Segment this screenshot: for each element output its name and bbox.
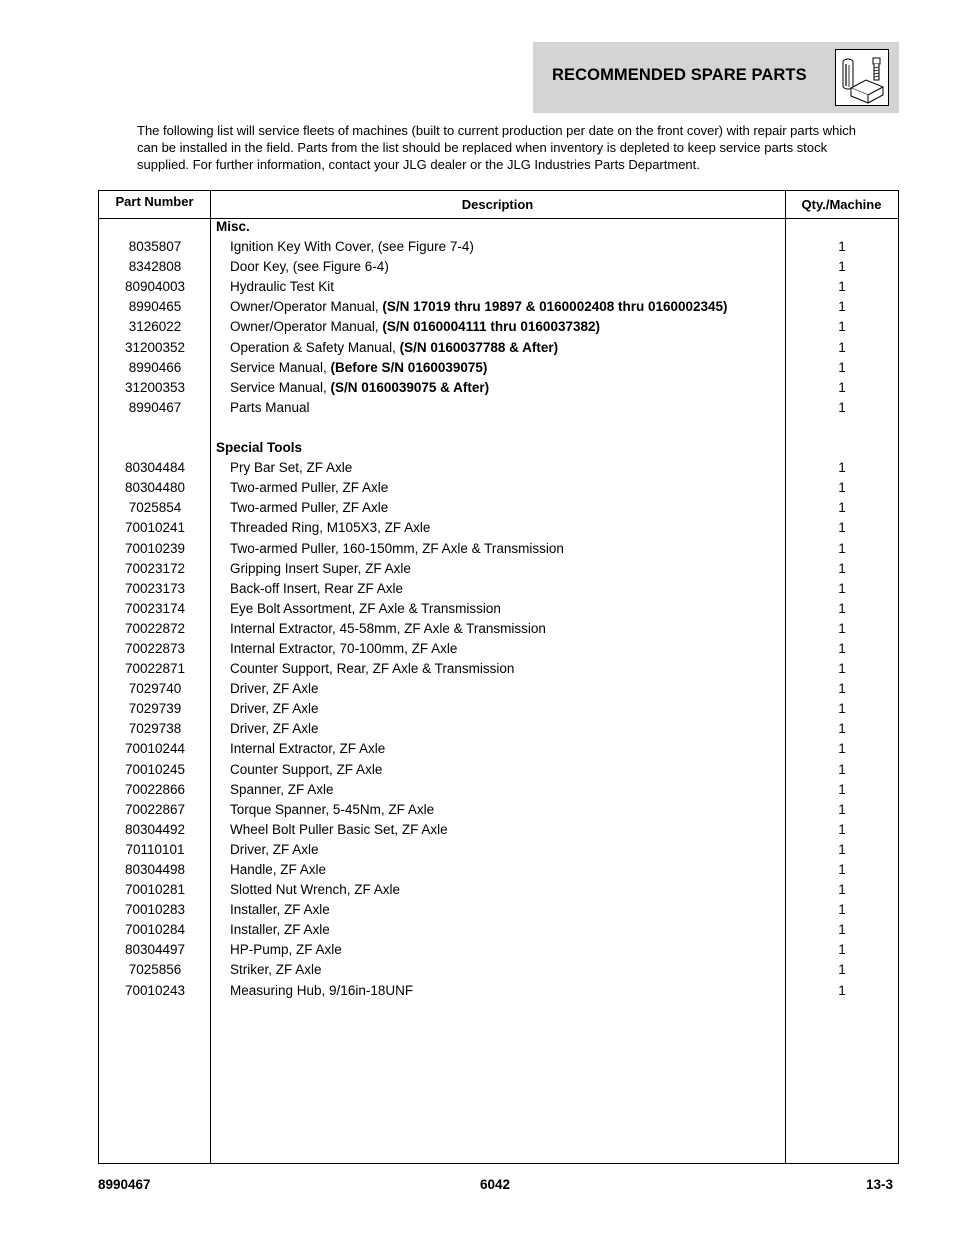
part-number-cell: 7029740 bbox=[128, 681, 182, 697]
description-cell bbox=[230, 721, 319, 736]
description-cell bbox=[230, 259, 389, 274]
description-cell bbox=[230, 641, 457, 656]
description-cell bbox=[230, 802, 434, 817]
serial-range-text: (S/N 0160004111 thru 0160037382) bbox=[382, 319, 600, 335]
footer-page-number: 13-3 bbox=[866, 1177, 894, 1192]
part-number-cell: 70010281 bbox=[124, 882, 186, 898]
description-text: Driver, ZF Axle bbox=[230, 681, 319, 697]
description-text: Driver, ZF Axle bbox=[230, 721, 319, 737]
table-row bbox=[99, 458, 898, 478]
description-text: Driver, ZF Axle bbox=[230, 841, 319, 857]
description-text: Two-armed Puller, 160-150mm, ZF Axle & Transmission bbox=[230, 540, 564, 556]
part-number-cell: 31200353 bbox=[124, 379, 186, 395]
table-row bbox=[99, 599, 898, 619]
description-text: Measuring Hub, 9/16in-18UNF bbox=[230, 982, 414, 998]
qty-cell: 1 bbox=[838, 801, 846, 817]
description-text: Spanner, ZF Axle bbox=[230, 781, 334, 797]
qty-cell: 1 bbox=[838, 460, 846, 476]
description-text: Installer, ZF Axle bbox=[230, 902, 330, 918]
serial-range-text: (S/N 0160037788 & After) bbox=[399, 339, 559, 355]
part-number-cell: 70023174 bbox=[124, 600, 186, 616]
description-text: Wheel Bolt Puller Basic Set, ZF Axle bbox=[230, 821, 448, 837]
part-number-cell: 31200352 bbox=[124, 339, 186, 355]
qty-cell: 1 bbox=[838, 922, 846, 938]
description-text: Service Manual, bbox=[230, 359, 331, 375]
table-row bbox=[99, 619, 898, 639]
spare-parts-table bbox=[98, 190, 899, 1164]
part-number-cell: 7025854 bbox=[128, 500, 182, 516]
description-text: Torque Spanner, 5-45Nm, ZF Axle bbox=[230, 801, 435, 817]
description-text: Parts Manual bbox=[230, 399, 310, 415]
description-cell bbox=[230, 561, 411, 576]
description-text: Pry Bar Set, ZF Axle bbox=[230, 460, 353, 476]
qty-cell: 1 bbox=[838, 701, 846, 717]
table-row bbox=[99, 498, 898, 518]
section-header bbox=[533, 42, 899, 113]
part-number-cell: 70010283 bbox=[124, 902, 186, 918]
table-row bbox=[99, 940, 898, 960]
description-text: Door Key, (see Figure 6-4) bbox=[230, 259, 389, 275]
part-number-cell: 70022872 bbox=[124, 620, 186, 636]
part-number-cell: 8035807 bbox=[128, 239, 182, 255]
description-text: Counter Support, Rear, ZF Axle & Transmission bbox=[230, 661, 515, 677]
description-cell bbox=[230, 782, 334, 797]
description-cell bbox=[230, 822, 448, 837]
column-header-qty: Qty./Machine bbox=[801, 197, 882, 212]
part-number-cell: 70010284 bbox=[124, 922, 186, 938]
qty-cell: 1 bbox=[838, 781, 846, 797]
qty-cell: 1 bbox=[838, 942, 846, 958]
table-row bbox=[99, 579, 898, 599]
description-cell bbox=[230, 862, 326, 877]
table-row bbox=[99, 840, 898, 860]
part-number-cell: 80304497 bbox=[124, 942, 186, 958]
table-row bbox=[99, 338, 898, 358]
description-cell bbox=[230, 762, 382, 777]
description-text: Owner/Operator Manual, bbox=[230, 299, 383, 315]
description-text: Operation & Safety Manual, bbox=[230, 339, 400, 355]
description-cell bbox=[230, 942, 342, 957]
qty-cell: 1 bbox=[838, 681, 846, 697]
table-row bbox=[99, 518, 898, 538]
intro-paragraph: The following list will service fleets of machines (built to current production per date on the front cover) with repair parts which can be installed in the field. Parts from the list should be replaced when inventory is depleted to keep service parts stock supplied. For further information, contact your JLG dealer or the JLG Industries Parts Department. bbox=[137, 123, 856, 172]
part-number-cell: 70110101 bbox=[125, 841, 185, 857]
description-cell bbox=[230, 621, 546, 636]
description-cell bbox=[230, 983, 413, 998]
description-text: Owner/Operator Manual, bbox=[230, 319, 383, 335]
table-row bbox=[99, 539, 898, 559]
description-text: Ignition Key With Cover, (see Figure 7-4) bbox=[230, 239, 474, 255]
part-number-cell: 8342808 bbox=[128, 259, 182, 275]
description-text: Back-off Insert, Rear ZF Axle bbox=[230, 580, 404, 596]
description-text: Counter Support, ZF Axle bbox=[230, 761, 383, 777]
part-number-cell: 70010241 bbox=[124, 520, 186, 536]
qty-cell: 1 bbox=[838, 761, 846, 777]
qty-cell: 1 bbox=[838, 379, 846, 395]
part-number-cell: 8990465 bbox=[128, 299, 182, 315]
part-number-cell: 3126022 bbox=[128, 319, 182, 335]
qty-cell: 1 bbox=[838, 841, 846, 857]
serial-range-text: (Before S/N 0160039075) bbox=[330, 359, 488, 375]
description-text: Eye Bolt Assortment, ZF Axle & Transmission bbox=[230, 600, 501, 616]
description-cell bbox=[230, 520, 430, 535]
footer-model: 6042 bbox=[480, 1177, 511, 1192]
part-number-cell: 70023172 bbox=[124, 560, 186, 576]
description-cell bbox=[230, 541, 564, 556]
description-text: HP-Pump, ZF Axle bbox=[230, 942, 342, 958]
table-row bbox=[99, 699, 898, 719]
description-cell bbox=[230, 400, 310, 415]
part-number-cell: 8990467 bbox=[128, 399, 182, 415]
table-row bbox=[99, 860, 898, 880]
part-number-cell: 7029739 bbox=[128, 701, 182, 717]
table-row bbox=[99, 780, 898, 800]
part-number-cell: 80304484 bbox=[124, 460, 186, 476]
qty-cell: 1 bbox=[838, 982, 846, 998]
part-number-cell: 80304480 bbox=[124, 480, 186, 496]
qty-cell: 1 bbox=[838, 620, 846, 636]
qty-cell: 1 bbox=[838, 962, 846, 978]
table-row bbox=[99, 277, 898, 297]
table-row bbox=[99, 800, 898, 820]
description-cell bbox=[230, 279, 334, 294]
table-row bbox=[99, 981, 898, 1001]
qty-cell: 1 bbox=[838, 259, 846, 275]
description-text: Hydraulic Test Kit bbox=[230, 279, 335, 295]
table-row bbox=[99, 438, 898, 458]
footer-manual-number: 8990467 bbox=[98, 1177, 151, 1192]
table-row bbox=[99, 880, 898, 900]
table-row bbox=[99, 760, 898, 780]
table-row bbox=[99, 418, 898, 438]
part-number-cell: 70010239 bbox=[124, 540, 186, 556]
qty-cell: 1 bbox=[838, 359, 846, 375]
spare-parts-icon bbox=[835, 49, 889, 106]
description-text: Slotted Nut Wrench, ZF Axle bbox=[230, 882, 401, 898]
description-text: Threaded Ring, M105X3, ZF Axle bbox=[230, 520, 431, 536]
qty-cell: 1 bbox=[838, 661, 846, 677]
description-cell bbox=[230, 741, 385, 756]
table-row bbox=[99, 217, 898, 237]
description-cell bbox=[230, 601, 501, 616]
qty-cell: 1 bbox=[838, 500, 846, 516]
qty-cell: 1 bbox=[838, 480, 846, 496]
section-heading: Special Tools bbox=[216, 440, 303, 456]
table-row bbox=[99, 478, 898, 498]
table-row bbox=[99, 317, 898, 337]
description-cell bbox=[230, 460, 352, 475]
column-header-part-number: Part Number bbox=[115, 194, 194, 209]
part-number-cell: 80304498 bbox=[124, 862, 186, 877]
part-number-cell: 70010243 bbox=[124, 982, 186, 998]
part-number-cell: 7029738 bbox=[128, 721, 182, 737]
table-row bbox=[99, 378, 898, 398]
part-number-cell: 80904003 bbox=[124, 279, 186, 295]
description-text: Handle, ZF Axle bbox=[230, 862, 327, 877]
part-number-cell: 70022873 bbox=[124, 640, 186, 656]
qty-cell: 1 bbox=[838, 319, 846, 335]
description-text: Two-armed Puller, ZF Axle bbox=[230, 500, 389, 516]
description-text: Installer, ZF Axle bbox=[230, 922, 330, 938]
description-cell bbox=[230, 922, 330, 937]
description-text: Internal Extractor, 70-100mm, ZF Axle bbox=[230, 640, 458, 656]
table-row bbox=[99, 679, 898, 699]
part-number-cell: 8990466 bbox=[128, 359, 182, 375]
qty-cell: 1 bbox=[838, 339, 846, 355]
serial-range-text: (S/N 0160039075 & After) bbox=[330, 379, 490, 395]
qty-cell: 1 bbox=[838, 600, 846, 616]
description-cell bbox=[230, 500, 388, 515]
column-header-description: Description bbox=[461, 197, 534, 212]
part-number-cell: 7025856 bbox=[128, 962, 182, 978]
description-cell bbox=[230, 902, 330, 917]
description-cell bbox=[230, 882, 400, 897]
qty-cell: 1 bbox=[838, 882, 846, 898]
part-number-cell: 70022867 bbox=[124, 801, 186, 817]
qty-cell: 1 bbox=[838, 299, 846, 315]
description-cell bbox=[230, 581, 403, 596]
description-text: Driver, ZF Axle bbox=[230, 701, 319, 717]
table-row bbox=[99, 719, 898, 739]
table-row bbox=[99, 297, 898, 317]
table-row bbox=[99, 237, 898, 257]
table-row bbox=[99, 659, 898, 679]
description-cell bbox=[230, 239, 474, 254]
part-number-cell: 80304492 bbox=[124, 821, 186, 837]
qty-cell: 1 bbox=[838, 520, 846, 536]
qty-cell: 1 bbox=[838, 721, 846, 737]
serial-range-text: (S/N 17019 thru 19897 & 0160002408 thru 0160002345) bbox=[382, 299, 728, 315]
part-number-cell: 70010245 bbox=[124, 761, 186, 777]
description-cell bbox=[230, 299, 728, 314]
qty-cell: 1 bbox=[838, 580, 846, 596]
description-cell bbox=[230, 842, 319, 857]
qty-cell: 1 bbox=[838, 741, 846, 757]
part-number-cell: 70022866 bbox=[124, 781, 186, 797]
qty-cell: 1 bbox=[838, 560, 846, 576]
qty-cell: 1 bbox=[838, 902, 846, 918]
table-row bbox=[99, 559, 898, 579]
description-cell bbox=[230, 701, 319, 716]
description-cell bbox=[230, 480, 388, 495]
section-title: RECOMMENDED SPARE PARTS bbox=[552, 66, 807, 84]
qty-cell: 1 bbox=[838, 821, 846, 837]
part-number-cell: 70022871 bbox=[124, 661, 186, 677]
table-row bbox=[99, 820, 898, 840]
qty-cell: 1 bbox=[838, 239, 846, 255]
description-text: Gripping Insert Super, ZF Axle bbox=[230, 560, 411, 576]
table-row bbox=[99, 639, 898, 659]
description-cell bbox=[230, 340, 558, 355]
description-cell bbox=[230, 962, 322, 977]
qty-cell: 1 bbox=[838, 862, 846, 877]
part-number-cell: 70023173 bbox=[124, 580, 186, 596]
description-cell bbox=[230, 661, 514, 676]
qty-cell: 1 bbox=[838, 279, 846, 295]
table-row bbox=[99, 739, 898, 759]
description-text: Service Manual, bbox=[230, 379, 331, 395]
table-row bbox=[99, 900, 898, 920]
description-text: Internal Extractor, ZF Axle bbox=[230, 741, 386, 757]
description-text: Striker, ZF Axle bbox=[230, 962, 322, 978]
table-row bbox=[99, 358, 898, 378]
section-heading: Misc. bbox=[216, 219, 250, 234]
qty-cell: 1 bbox=[838, 399, 846, 415]
description-text: Internal Extractor, 45-58mm, ZF Axle & Transmission bbox=[230, 620, 546, 636]
table-row bbox=[99, 257, 898, 277]
qty-cell: 1 bbox=[838, 640, 846, 656]
table-row bbox=[99, 920, 898, 940]
description-cell bbox=[230, 681, 319, 696]
description-cell bbox=[230, 319, 600, 334]
description-text: Two-armed Puller, ZF Axle bbox=[230, 480, 389, 496]
description-cell bbox=[230, 380, 489, 395]
table-body bbox=[99, 217, 898, 1001]
qty-cell: 1 bbox=[838, 540, 846, 556]
part-number-cell: 70010244 bbox=[124, 741, 186, 757]
table-row bbox=[99, 960, 898, 980]
description-cell bbox=[230, 360, 487, 375]
table-row bbox=[99, 398, 898, 418]
